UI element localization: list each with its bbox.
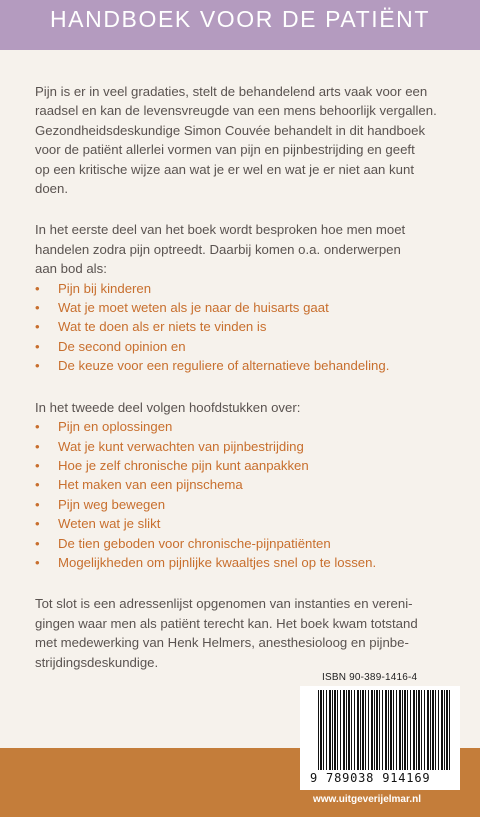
bullet-icon: •	[35, 319, 40, 335]
intro-line: raadsel en kan de levensvreugde van een mens behoorlijk vergallen.	[35, 103, 437, 119]
bullet-icon: •	[35, 516, 40, 532]
closing-paragraph	[35, 594, 455, 672]
bullet-icon: •	[35, 554, 40, 570]
spacer	[35, 198, 455, 220]
bullet-icon: •	[35, 300, 40, 316]
list-item: • Hoe je zelf chronische pijn kunt aanpakken	[35, 456, 455, 475]
spacer	[35, 376, 455, 398]
bullet-icon: •	[35, 477, 40, 493]
isbn-label: ISBN 90-389-1416-4	[322, 672, 418, 683]
bullet-icon: •	[35, 338, 40, 354]
part1-line: aan bod als:	[35, 261, 107, 277]
closing-line: Tot slot is een adressenlijst opgenomen van instanties en vereni-	[35, 596, 413, 612]
bullet-icon: •	[35, 280, 40, 296]
intro-line: doen.	[35, 181, 69, 197]
list-item: • Wat je kunt verwachten van pijnbestrijding	[35, 437, 455, 456]
intro-line: Pijn is er in veel gradaties, stelt de behandelend arts vaak voor een	[35, 84, 428, 99]
bullet-icon: •	[35, 438, 40, 454]
book-series-title: HANDBOEK VOOR DE PATIËNT	[49, 6, 431, 32]
part2-chapter-list	[35, 417, 455, 572]
list-item: • Het maken van een pijnschema	[35, 475, 455, 494]
list-item: • Pijn weg bewegen	[35, 495, 455, 514]
intro-line: op een kritische wijze aan wat je er wel en wat je er niet aan kunt	[35, 161, 414, 177]
barcode-icon	[318, 690, 450, 770]
part1-line: handelen zodra pijn optreedt. Daarbij komen o.a. onderwerpen	[35, 241, 401, 257]
bullet-icon: •	[35, 457, 40, 473]
part2-line: In het tweede deel volgen hoofdstukken over:	[35, 399, 301, 415]
list-item: • De tien geboden voor chronische-pijnpatiënten	[35, 534, 455, 553]
list-item: • Weten wat je slikt	[35, 514, 455, 533]
bullet-icon: •	[35, 419, 40, 435]
back-cover-text	[35, 82, 455, 672]
part2-paragraph	[35, 398, 455, 417]
list-item: • Pijn en oplossingen	[35, 417, 455, 436]
list-item: • Wat te doen als er niets te vinden is	[35, 317, 455, 336]
list-item: • Pijn bij kinderen	[35, 279, 455, 298]
closing-line: gingen waar men als patiënt terecht kan. Het boek kwam totstand	[35, 615, 418, 631]
bullet-icon: •	[35, 535, 40, 551]
intro-line: Gezondheidsdeskundige Simon Couvée behandelt in dit handboek	[35, 122, 426, 138]
header-band	[0, 0, 480, 50]
list-item: • Mogelijkheden om pijnlijke kwaaltjes snel op te lossen.	[35, 553, 455, 572]
part1-line: In het eerste deel van het boek wordt besproken hoe men moet	[35, 222, 406, 238]
bullet-icon: •	[35, 358, 40, 374]
part1-paragraph	[35, 220, 455, 278]
spacer	[35, 572, 455, 594]
list-item: • De keuze voor een reguliere of alternatieve behandeling.	[35, 356, 455, 375]
list-item: • De second opinion en	[35, 337, 455, 356]
publisher-website: www.uitgeverijelmar.nl	[313, 794, 421, 805]
part1-topic-list	[35, 279, 455, 376]
barcode-number: 9 789038 914169	[310, 771, 431, 785]
bullet-icon: •	[35, 496, 40, 512]
intro-paragraph	[35, 82, 455, 198]
closing-line: met medewerking van Henk Helmers, anesthesioloog en pijnbe-	[35, 635, 409, 651]
closing-line: strijdingsdeskundige.	[35, 654, 159, 670]
intro-line: voor de patiënt allerlei vormen van pijn en pijnbestrijding en geeft	[35, 142, 415, 158]
list-item: • Wat je moet weten als je naar de huisarts gaat	[35, 298, 455, 317]
